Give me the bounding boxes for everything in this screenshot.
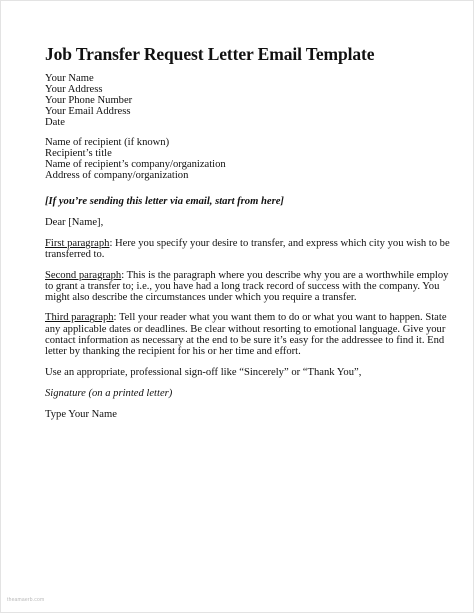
recipient-address: Address of company/organization: [45, 170, 189, 181]
first-paragraph-body: : Here you specify your desire to transfer, and express which city you wish to be transferred to.: [45, 238, 450, 261]
third-paragraph-heading: Third paragraph: [45, 312, 114, 324]
signature-line: Signature (on a printed letter): [45, 387, 173, 399]
third-paragraph-body: : Tell your reader what you want them to do or what you want to happen. State any applicable dates or deadlines. Be clear without resorting to emotional language. Give your contact information as necessary at the end to be sure it’s easy for the addressee to find it. End letter by thanking the recipient for his or her time and effort.: [45, 312, 447, 358]
type-name-line: Type Your Name: [45, 408, 117, 420]
greeting: Dear [Name],: [45, 217, 104, 228]
signoff-line: Use an appropriate, professional sign-off like “Sincerely” or “Thank You”,: [45, 366, 362, 378]
sender-address: Your Address: [45, 84, 103, 95]
recipient-company: Name of recipient’s company/organization: [45, 159, 226, 170]
watermark: theamaerb.com: [7, 597, 45, 603]
document-title: Job Transfer Request Letter Email Template: [45, 44, 375, 64]
sender-email: Your Email Address: [45, 106, 131, 117]
first-paragraph-heading: First paragraph: [45, 238, 110, 249]
recipient-block: [45, 137, 455, 181]
sender-phone: Your Phone Number: [45, 95, 133, 106]
sender-date: Date: [45, 117, 65, 128]
first-paragraph: [45, 238, 455, 261]
second-paragraph: [45, 270, 455, 304]
sender-name: Your Name: [45, 73, 94, 84]
letter-body: [45, 44, 455, 421]
second-paragraph-heading: Second paragraph: [45, 269, 122, 281]
second-paragraph-body: : This is the paragraph where you describe why you are a worthwhile employ to grant a transfer to; i.e., you have had a long track record of success with the company. You might also describe the circumstances under which you require a transfer.: [45, 269, 449, 304]
email-instruction: [If you’re sending this letter via email, start from here]: [45, 196, 284, 207]
recipient-name: Name of recipient (if known): [45, 137, 170, 148]
third-paragraph: [45, 312, 455, 357]
sender-block: [45, 73, 455, 128]
recipient-title: Recipient’s title: [45, 148, 112, 159]
